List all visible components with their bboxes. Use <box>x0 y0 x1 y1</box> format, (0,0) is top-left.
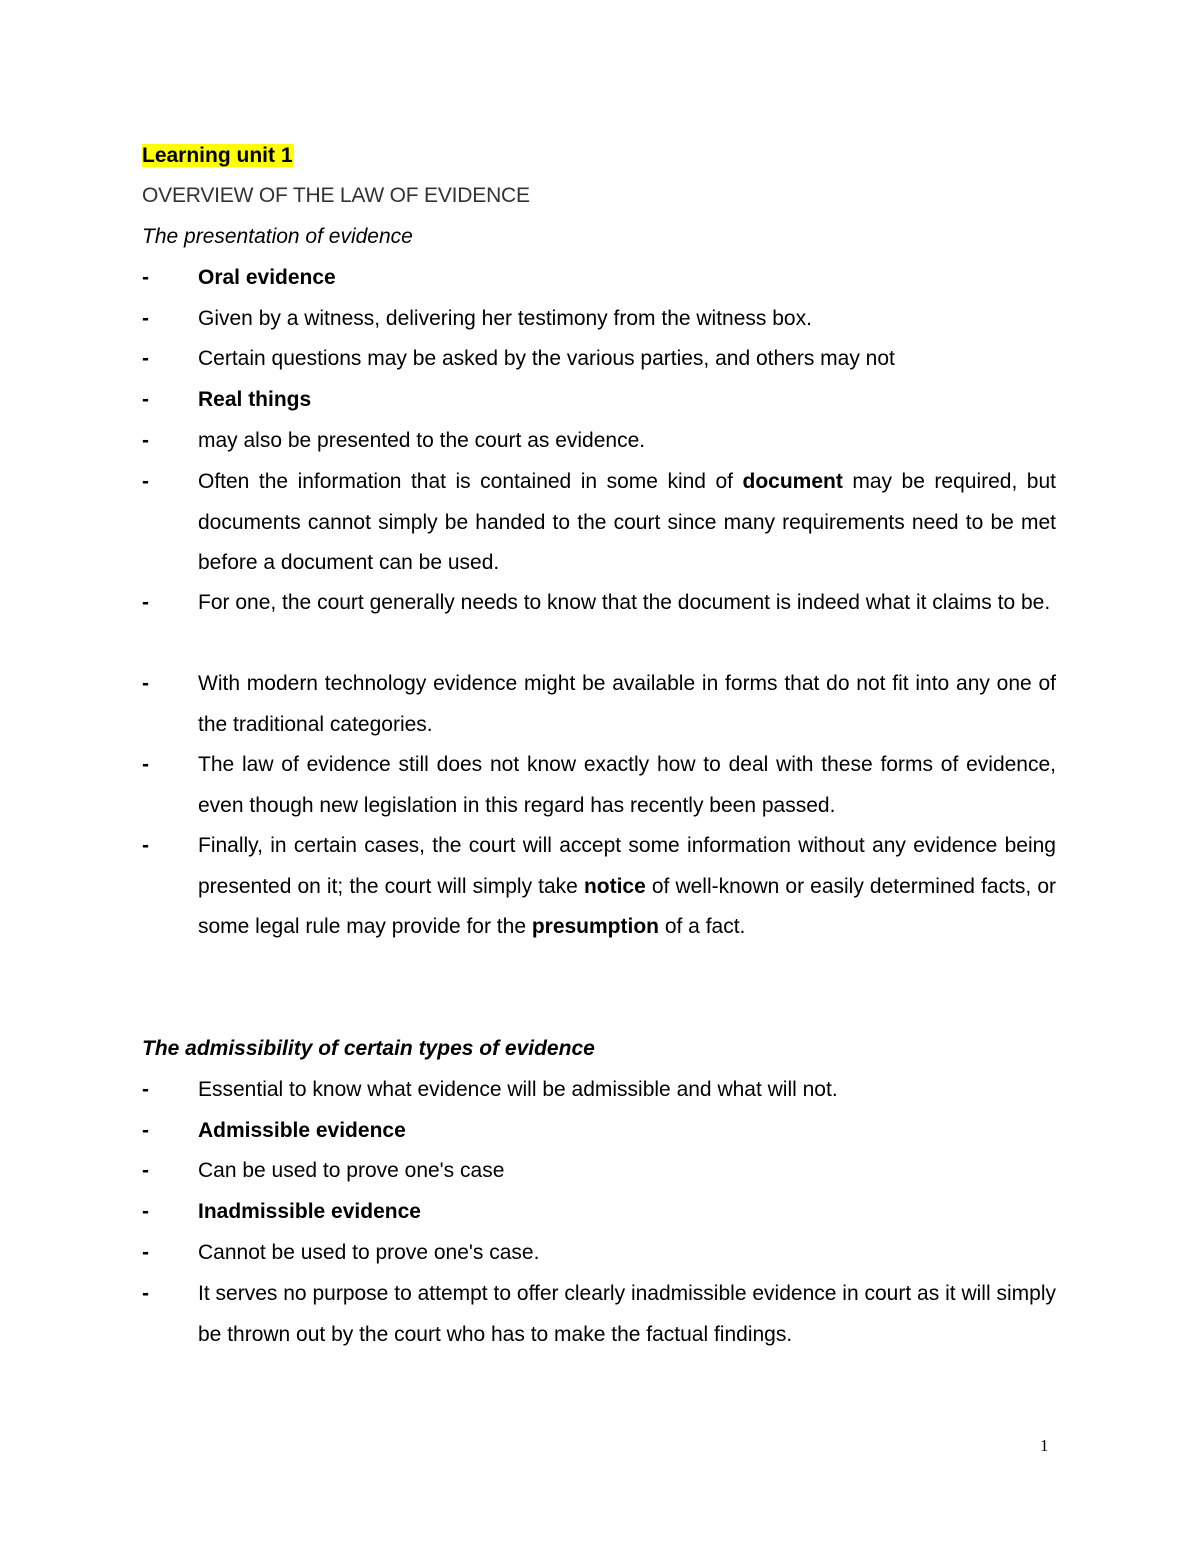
bullet-dash: - <box>142 347 149 370</box>
bullet-notice-paragraph <box>198 826 1056 948</box>
bullet-admissible-evidence: Admissible evidence <box>198 1119 406 1142</box>
text-run: may be required, but documents cannot simply be handed to the court since many requirements need to be met before a document can be used. <box>198 470 1056 575</box>
bullet-dash: - <box>142 307 149 330</box>
bullet-dash: - <box>142 470 149 493</box>
bullet-text: may also be presented to the court as evidence. <box>198 429 646 452</box>
bullet-dash: - <box>142 1119 149 1142</box>
bullet-dash: - <box>142 1078 149 1101</box>
section-heading-presentation: The presentation of evidence <box>142 225 413 248</box>
bullet-text: Given by a witness, delivering her testimony from the witness box. <box>198 307 812 330</box>
page-number: 1 <box>1040 1436 1049 1455</box>
bullet-dash: - <box>142 1200 149 1223</box>
unit-title <box>142 144 294 168</box>
bullet-real-things: Real things <box>198 388 312 411</box>
bullet-dash: - <box>142 753 149 776</box>
bullet-document-paragraph <box>198 462 1056 584</box>
bold-term-presumption: presumption <box>531 915 659 939</box>
bullet-inadmissible-evidence: Inadmissible evidence <box>198 1200 421 1223</box>
text-run: of well-known or easily determined facts, or some legal rule may provide for the <box>198 874 1056 939</box>
bullet-dash: - <box>142 672 149 695</box>
bullet-text: With modern technology evidence might be available in forms that do not fit into any one of the traditional categories. <box>198 672 1056 736</box>
bullet-text: Essential to know what evidence will be admissible and what will not. <box>198 1078 838 1101</box>
unit-title-highlight: Learning unit 1 <box>142 144 293 167</box>
bullet-text: Can be used to prove one's case <box>198 1159 505 1182</box>
text-run: Finally, in certain cases, the court will accept some information without any evidence being presented on it; the court will simply take <box>198 834 1056 898</box>
bullet-dash: - <box>142 388 149 411</box>
bullet-dash: - <box>142 834 149 857</box>
bullet-text: Certain questions may be asked by the various parties, and others may not <box>198 347 895 370</box>
bullet-oral-evidence: Oral evidence <box>198 266 336 289</box>
bullet-text: For one, the court generally needs to know that the document is indeed what it claims to be. <box>198 591 1051 614</box>
bullet-text: Cannot be used to prove one's case. <box>198 1241 540 1264</box>
bullet-dash: - <box>142 1282 149 1305</box>
bullet-dash: - <box>142 1241 149 1264</box>
text-run: of a fact. <box>659 915 746 939</box>
text-run: Often the information that is contained in some kind of <box>198 470 743 493</box>
bullet-dash: - <box>142 429 149 452</box>
section-heading-admissibility: The admissibility of certain types of evidence <box>142 1037 595 1060</box>
bullet-dash: - <box>142 591 149 614</box>
bullet-dash: - <box>142 1159 149 1182</box>
bullet-text: The law of evidence still does not know exactly how to deal with these forms of evidence, even though new legislation in this regard has recently been passed. <box>198 753 1056 817</box>
bold-term-document: document <box>742 470 843 493</box>
bullet-text: It serves no purpose to attempt to offer clearly inadmissible evidence in court as it will simply be thrown out by the court who has to make the factual findings. <box>198 1282 1056 1346</box>
bullet-dash: - <box>142 266 149 289</box>
overview-heading: OVERVIEW OF THE LAW OF EVIDENCE <box>142 184 530 207</box>
bold-term-notice: notice <box>583 874 646 898</box>
